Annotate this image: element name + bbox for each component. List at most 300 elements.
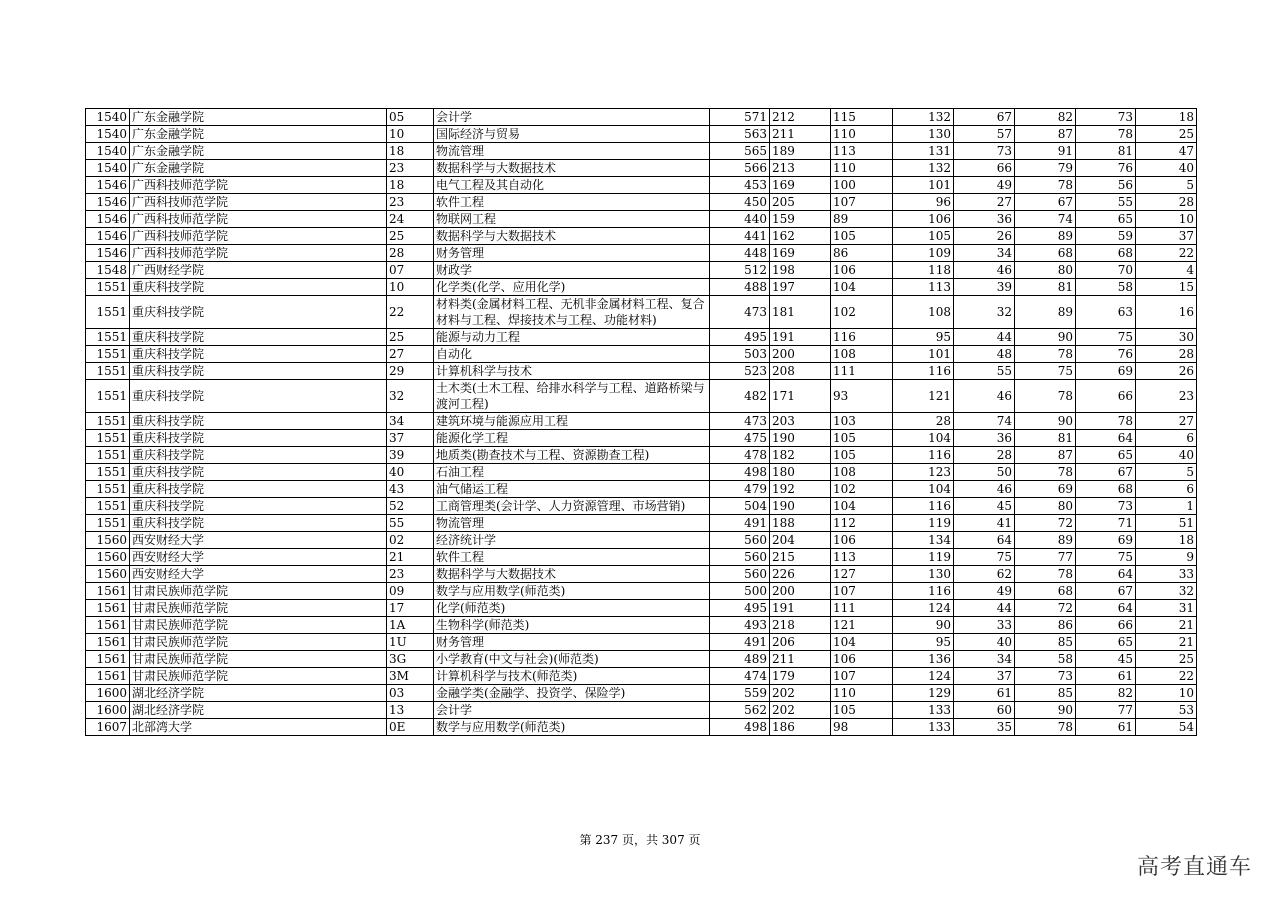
school-name-cell: 重庆科技学院 [130,380,387,413]
score-col-6-cell: 78 [1015,464,1076,481]
major-code-cell: 23 [387,160,434,177]
table-row [86,160,1197,177]
major-name-cell: 金融学类(金融学、投资学、保险学) [434,685,710,702]
table-row [86,600,1197,617]
chinese-math-score-cell: 162 [770,228,831,245]
score-col-8-cell: 40 [1136,160,1197,177]
total-score-cell: 453 [710,177,770,194]
school-name-cell: 重庆科技学院 [130,464,387,481]
school-name-cell: 广东金融学院 [130,143,387,160]
score-col-8-cell: 26 [1136,363,1197,380]
score-col-6-cell: 68 [1015,245,1076,262]
major-name-cell: 软件工程 [434,549,710,566]
chinese-math-score-cell: 179 [770,668,831,685]
total-score-cell: 450 [710,194,770,211]
major-name-cell: 计算机科学与技术 [434,363,710,380]
chinese-math-score-cell: 169 [770,245,831,262]
total-score-cell: 566 [710,160,770,177]
total-score-cell: 441 [710,228,770,245]
major-code-cell: 3G [387,651,434,668]
school-code-cell: 1607 [86,719,130,736]
score-col-4-cell: 119 [893,515,954,532]
major-code-cell: 28 [387,245,434,262]
score-col-6-cell: 82 [1015,109,1076,126]
chinese-math-score-cell: 213 [770,160,831,177]
major-name-cell: 生物科学(师范类) [434,617,710,634]
school-code-cell: 1561 [86,617,130,634]
foreign-language-score-cell: 105 [831,702,893,719]
score-col-4-cell: 130 [893,126,954,143]
score-col-7-cell: 78 [1076,126,1136,143]
table-row [86,380,1197,413]
school-name-cell: 重庆科技学院 [130,498,387,515]
score-col-6-cell: 79 [1015,160,1076,177]
school-code-cell: 1540 [86,126,130,143]
major-code-cell: 24 [387,211,434,228]
score-col-4-cell: 116 [893,583,954,600]
school-code-cell: 1546 [86,245,130,262]
score-col-8-cell: 47 [1136,143,1197,160]
major-name-cell: 化学类(化学、应用化学) [434,279,710,296]
score-col-7-cell: 69 [1076,532,1136,549]
major-code-cell: 1A [387,617,434,634]
score-col-5-cell: 34 [954,245,1015,262]
score-col-8-cell: 23 [1136,380,1197,413]
score-col-4-cell: 133 [893,719,954,736]
score-col-6-cell: 77 [1015,549,1076,566]
score-col-8-cell: 31 [1136,600,1197,617]
school-name-cell: 重庆科技学院 [130,363,387,380]
score-col-4-cell: 104 [893,430,954,447]
chinese-math-score-cell: 200 [770,346,831,363]
major-code-cell: 23 [387,194,434,211]
score-col-8-cell: 37 [1136,228,1197,245]
foreign-language-score-cell: 107 [831,194,893,211]
score-col-5-cell: 27 [954,194,1015,211]
major-name-cell: 建筑环境与能源应用工程 [434,413,710,430]
score-col-4-cell: 129 [893,685,954,702]
score-col-7-cell: 73 [1076,498,1136,515]
foreign-language-score-cell: 108 [831,346,893,363]
major-name-cell: 经济统计学 [434,532,710,549]
total-score-cell: 473 [710,413,770,430]
score-col-6-cell: 89 [1015,532,1076,549]
score-col-4-cell: 132 [893,160,954,177]
total-score-cell: 559 [710,685,770,702]
school-code-cell: 1561 [86,600,130,617]
school-name-cell: 广东金融学院 [130,126,387,143]
score-col-6-cell: 80 [1015,498,1076,515]
score-col-5-cell: 44 [954,600,1015,617]
major-name-cell: 数据科学与大数据技术 [434,228,710,245]
table-row [86,685,1197,702]
table-row [86,413,1197,430]
table-row [86,329,1197,346]
major-code-cell: 21 [387,549,434,566]
chinese-math-score-cell: 198 [770,262,831,279]
score-col-4-cell: 118 [893,262,954,279]
chinese-math-score-cell: 211 [770,651,831,668]
score-col-4-cell: 133 [893,702,954,719]
major-name-cell: 国际经济与贸易 [434,126,710,143]
foreign-language-score-cell: 110 [831,160,893,177]
chinese-math-score-cell: 215 [770,549,831,566]
score-col-5-cell: 33 [954,617,1015,634]
school-name-cell: 北部湾大学 [130,719,387,736]
score-col-4-cell: 121 [893,380,954,413]
school-name-cell: 甘肃民族师范学院 [130,583,387,600]
school-code-cell: 1551 [86,296,130,329]
score-col-8-cell: 6 [1136,481,1197,498]
score-col-5-cell: 41 [954,515,1015,532]
total-score-cell: 565 [710,143,770,160]
score-col-5-cell: 64 [954,532,1015,549]
school-name-cell: 重庆科技学院 [130,447,387,464]
major-name-cell: 数据科学与大数据技术 [434,160,710,177]
foreign-language-score-cell: 111 [831,363,893,380]
school-name-cell: 广西科技师范学院 [130,228,387,245]
score-col-6-cell: 74 [1015,211,1076,228]
score-col-5-cell: 49 [954,583,1015,600]
score-col-7-cell: 65 [1076,211,1136,228]
major-code-cell: 3M [387,668,434,685]
score-col-7-cell: 61 [1076,668,1136,685]
foreign-language-score-cell: 100 [831,177,893,194]
school-code-cell: 1551 [86,413,130,430]
score-col-5-cell: 62 [954,566,1015,583]
chinese-math-score-cell: 189 [770,143,831,160]
watermark-logo: 高考直通车 [1136,855,1252,880]
foreign-language-score-cell: 108 [831,464,893,481]
school-name-cell: 广西科技师范学院 [130,194,387,211]
page-footer: 第 237 页，共 307 页 [579,833,701,847]
school-name-cell: 甘肃民族师范学院 [130,651,387,668]
score-col-7-cell: 77 [1076,702,1136,719]
foreign-language-score-cell: 110 [831,126,893,143]
total-score-cell: 560 [710,566,770,583]
chinese-math-score-cell: 218 [770,617,831,634]
score-col-4-cell: 124 [893,600,954,617]
score-col-6-cell: 72 [1015,515,1076,532]
table-row [86,126,1197,143]
total-score-cell: 474 [710,668,770,685]
chinese-math-score-cell: 202 [770,702,831,719]
total-score-cell: 500 [710,583,770,600]
score-col-5-cell: 26 [954,228,1015,245]
school-code-cell: 1546 [86,194,130,211]
total-score-cell: 489 [710,651,770,668]
major-name-cell: 地质类(勘查技术与工程、资源勘查工程) [434,447,710,464]
total-score-cell: 512 [710,262,770,279]
score-col-7-cell: 64 [1076,566,1136,583]
foreign-language-score-cell: 86 [831,245,893,262]
score-col-4-cell: 119 [893,549,954,566]
score-col-7-cell: 55 [1076,194,1136,211]
major-name-cell: 能源与动力工程 [434,329,710,346]
score-col-7-cell: 76 [1076,160,1136,177]
school-name-cell: 湖北经济学院 [130,702,387,719]
score-col-4-cell: 96 [893,194,954,211]
foreign-language-score-cell: 105 [831,447,893,464]
score-col-8-cell: 4 [1136,262,1197,279]
score-col-5-cell: 49 [954,177,1015,194]
score-col-8-cell: 22 [1136,245,1197,262]
major-name-cell: 材料类(金属材料工程、无机非金属材料工程、复合材料与工程、焊接技术与工程、功能材料) [434,296,710,329]
foreign-language-score-cell: 113 [831,549,893,566]
table-row [86,532,1197,549]
score-col-7-cell: 78 [1076,413,1136,430]
table-row [86,447,1197,464]
major-code-cell: 40 [387,464,434,481]
foreign-language-score-cell: 116 [831,329,893,346]
score-col-6-cell: 89 [1015,296,1076,329]
score-col-8-cell: 9 [1136,549,1197,566]
chinese-math-score-cell: 171 [770,380,831,413]
school-name-cell: 重庆科技学院 [130,346,387,363]
score-col-4-cell: 116 [893,498,954,515]
score-col-8-cell: 10 [1136,211,1197,228]
school-name-cell: 西安财经大学 [130,549,387,566]
score-col-5-cell: 75 [954,549,1015,566]
foreign-language-score-cell: 113 [831,143,893,160]
chinese-math-score-cell: 169 [770,177,831,194]
chinese-math-score-cell: 190 [770,498,831,515]
table-row [86,617,1197,634]
school-code-cell: 1540 [86,160,130,177]
chinese-math-score-cell: 192 [770,481,831,498]
score-col-7-cell: 67 [1076,583,1136,600]
major-name-cell: 数学与应用数学(师范类) [434,583,710,600]
score-col-5-cell: 35 [954,719,1015,736]
major-name-cell: 化学(师范类) [434,600,710,617]
score-col-5-cell: 48 [954,346,1015,363]
score-col-4-cell: 28 [893,413,954,430]
score-col-8-cell: 27 [1136,413,1197,430]
major-code-cell: 18 [387,177,434,194]
major-name-cell: 能源化学工程 [434,430,710,447]
score-col-5-cell: 45 [954,498,1015,515]
school-code-cell: 1561 [86,583,130,600]
foreign-language-score-cell: 104 [831,279,893,296]
major-name-cell: 物流管理 [434,515,710,532]
school-code-cell: 1551 [86,329,130,346]
chinese-math-score-cell: 190 [770,430,831,447]
major-code-cell: 32 [387,380,434,413]
school-code-cell: 1548 [86,262,130,279]
major-code-cell: 09 [387,583,434,600]
score-col-8-cell: 32 [1136,583,1197,600]
score-col-5-cell: 37 [954,668,1015,685]
major-name-cell: 工商管理类(会计学、人力资源管理、市场营销) [434,498,710,515]
score-col-7-cell: 69 [1076,363,1136,380]
school-code-cell: 1546 [86,177,130,194]
table-row [86,211,1197,228]
total-score-cell: 488 [710,279,770,296]
major-code-cell: 52 [387,498,434,515]
major-code-cell: 29 [387,363,434,380]
school-code-cell: 1561 [86,651,130,668]
score-col-6-cell: 89 [1015,228,1076,245]
score-col-6-cell: 78 [1015,380,1076,413]
major-code-cell: 43 [387,481,434,498]
total-score-cell: 479 [710,481,770,498]
foreign-language-score-cell: 93 [831,380,893,413]
score-col-4-cell: 101 [893,177,954,194]
score-col-7-cell: 70 [1076,262,1136,279]
score-col-5-cell: 34 [954,651,1015,668]
total-score-cell: 498 [710,464,770,481]
chinese-math-score-cell: 200 [770,583,831,600]
total-score-cell: 563 [710,126,770,143]
major-code-cell: 05 [387,109,434,126]
score-col-7-cell: 76 [1076,346,1136,363]
school-name-cell: 甘肃民族师范学院 [130,617,387,634]
score-col-8-cell: 5 [1136,464,1197,481]
score-col-5-cell: 50 [954,464,1015,481]
score-col-8-cell: 53 [1136,702,1197,719]
score-col-4-cell: 116 [893,363,954,380]
score-col-6-cell: 78 [1015,346,1076,363]
total-score-cell: 504 [710,498,770,515]
chinese-math-score-cell: 208 [770,363,831,380]
total-score-cell: 440 [710,211,770,228]
score-col-8-cell: 18 [1136,109,1197,126]
table-row [86,177,1197,194]
score-col-7-cell: 56 [1076,177,1136,194]
score-col-4-cell: 116 [893,447,954,464]
school-code-cell: 1560 [86,532,130,549]
school-name-cell: 西安财经大学 [130,566,387,583]
table-row [86,702,1197,719]
score-col-7-cell: 75 [1076,549,1136,566]
score-col-8-cell: 33 [1136,566,1197,583]
school-code-cell: 1546 [86,228,130,245]
total-score-cell: 562 [710,702,770,719]
major-name-cell: 物流管理 [434,143,710,160]
table-row [86,515,1197,532]
score-col-5-cell: 46 [954,380,1015,413]
foreign-language-score-cell: 107 [831,583,893,600]
school-name-cell: 重庆科技学院 [130,296,387,329]
total-score-cell: 493 [710,617,770,634]
score-col-4-cell: 130 [893,566,954,583]
major-name-cell: 会计学 [434,109,710,126]
chinese-math-score-cell: 203 [770,413,831,430]
score-col-8-cell: 28 [1136,194,1197,211]
major-code-cell: 18 [387,143,434,160]
school-code-cell: 1551 [86,515,130,532]
table-row [86,566,1197,583]
total-score-cell: 495 [710,329,770,346]
score-col-7-cell: 75 [1076,329,1136,346]
school-name-cell: 广西财经学院 [130,262,387,279]
school-code-cell: 1551 [86,363,130,380]
table-row [86,143,1197,160]
score-col-4-cell: 134 [893,532,954,549]
major-code-cell: 17 [387,600,434,617]
chinese-math-score-cell: 212 [770,109,831,126]
chinese-math-score-cell: 180 [770,464,831,481]
chinese-math-score-cell: 191 [770,600,831,617]
table-row [86,279,1197,296]
chinese-math-score-cell: 211 [770,126,831,143]
score-col-7-cell: 73 [1076,109,1136,126]
total-score-cell: 473 [710,296,770,329]
score-col-5-cell: 55 [954,363,1015,380]
table-row [86,634,1197,651]
school-name-cell: 广西科技师范学院 [130,245,387,262]
score-col-6-cell: 85 [1015,634,1076,651]
score-col-7-cell: 66 [1076,380,1136,413]
total-score-cell: 482 [710,380,770,413]
major-name-cell: 土木类(土木工程、给排水科学与工程、道路桥梁与渡河工程) [434,380,710,413]
foreign-language-score-cell: 104 [831,634,893,651]
foreign-language-score-cell: 106 [831,262,893,279]
school-code-cell: 1551 [86,346,130,363]
foreign-language-score-cell: 106 [831,532,893,549]
chinese-math-score-cell: 204 [770,532,831,549]
table-row [86,228,1197,245]
admission-score-table [85,108,1197,736]
major-name-cell: 计算机科学与技术(师范类) [434,668,710,685]
score-col-6-cell: 90 [1015,413,1076,430]
school-name-cell: 广西科技师范学院 [130,211,387,228]
table-row [86,464,1197,481]
school-name-cell: 广东金融学院 [130,160,387,177]
score-col-8-cell: 25 [1136,651,1197,668]
score-col-4-cell: 90 [893,617,954,634]
score-col-7-cell: 68 [1076,245,1136,262]
table-row [86,583,1197,600]
major-code-cell: 10 [387,279,434,296]
chinese-math-score-cell: 181 [770,296,831,329]
major-name-cell: 软件工程 [434,194,710,211]
score-col-4-cell: 123 [893,464,954,481]
major-code-cell: 1U [387,634,434,651]
school-code-cell: 1600 [86,685,130,702]
major-name-cell: 财政学 [434,262,710,279]
score-col-6-cell: 91 [1015,143,1076,160]
major-code-cell: 10 [387,126,434,143]
table-row [86,363,1197,380]
score-col-4-cell: 106 [893,211,954,228]
score-col-8-cell: 18 [1136,532,1197,549]
score-col-7-cell: 68 [1076,481,1136,498]
score-col-5-cell: 74 [954,413,1015,430]
school-name-cell: 重庆科技学院 [130,430,387,447]
score-col-4-cell: 105 [893,228,954,245]
score-col-6-cell: 85 [1015,685,1076,702]
score-col-7-cell: 63 [1076,296,1136,329]
score-col-4-cell: 113 [893,279,954,296]
major-name-cell: 自动化 [434,346,710,363]
foreign-language-score-cell: 102 [831,296,893,329]
school-name-cell: 广东金融学院 [130,109,387,126]
school-code-cell: 1551 [86,430,130,447]
total-score-cell: 491 [710,634,770,651]
major-code-cell: 55 [387,515,434,532]
school-code-cell: 1561 [86,634,130,651]
score-col-6-cell: 87 [1015,126,1076,143]
foreign-language-score-cell: 107 [831,668,893,685]
school-code-cell: 1551 [86,380,130,413]
foreign-language-score-cell: 103 [831,413,893,430]
chinese-math-score-cell: 202 [770,685,831,702]
school-name-cell: 重庆科技学院 [130,329,387,346]
score-col-6-cell: 58 [1015,651,1076,668]
school-name-cell: 甘肃民族师范学院 [130,668,387,685]
school-code-cell: 1560 [86,549,130,566]
